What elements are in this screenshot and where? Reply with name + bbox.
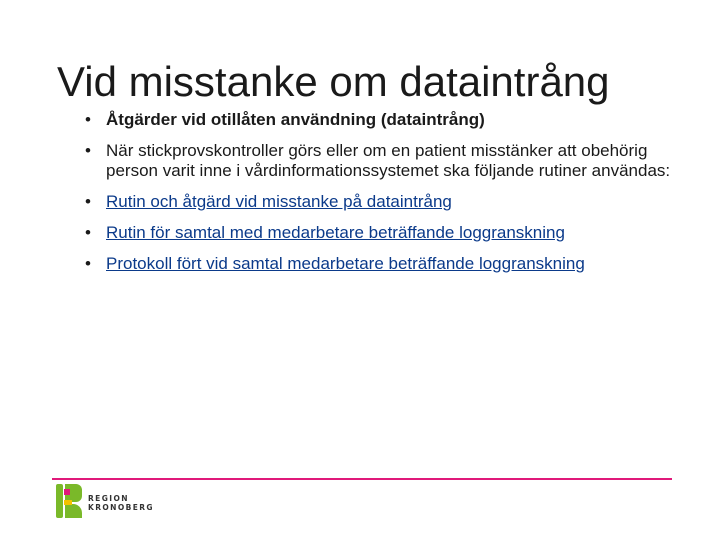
link-rutin-samtal[interactable]: Rutin för samtal med medarbetare beträffande loggranskning <box>106 223 565 242</box>
slide-title: Vid misstanke om dataintrång <box>57 58 610 105</box>
bullet-text: När stickprovskontroller görs eller om en patient misstänker att obehörig person varit inne i vårdinformationssystemet ska följande rutiner användas: <box>106 141 671 180</box>
logo-text-line2: KRONOBERG <box>88 503 154 512</box>
region-kronoberg-logo-icon <box>56 484 82 518</box>
bullet-marker: • <box>85 192 91 211</box>
logo-text-line1: REGION <box>88 494 129 503</box>
bullet-item <box>85 141 675 181</box>
bullet-item <box>85 110 675 130</box>
link-protokoll[interactable]: Protokoll fört vid samtal medarbetare beträffande loggranskning <box>106 254 585 273</box>
bullet-item <box>85 192 675 212</box>
region-kronoberg-logo <box>56 484 166 518</box>
bullet-list <box>85 110 675 285</box>
bullet-item <box>85 254 675 274</box>
bullet-marker: • <box>85 141 91 160</box>
bullet-item <box>85 223 675 243</box>
link-rutin-atgard[interactable]: Rutin och åtgärd vid misstanke på dataintrång <box>106 192 452 211</box>
bullet-text: Åtgärder vid otillåten användning (dataintrång) <box>106 110 485 129</box>
bullet-marker: • <box>85 223 91 242</box>
bullet-marker: • <box>85 254 91 273</box>
footer-divider <box>52 478 672 480</box>
logo-text <box>88 494 154 512</box>
bullet-marker: • <box>85 110 91 129</box>
